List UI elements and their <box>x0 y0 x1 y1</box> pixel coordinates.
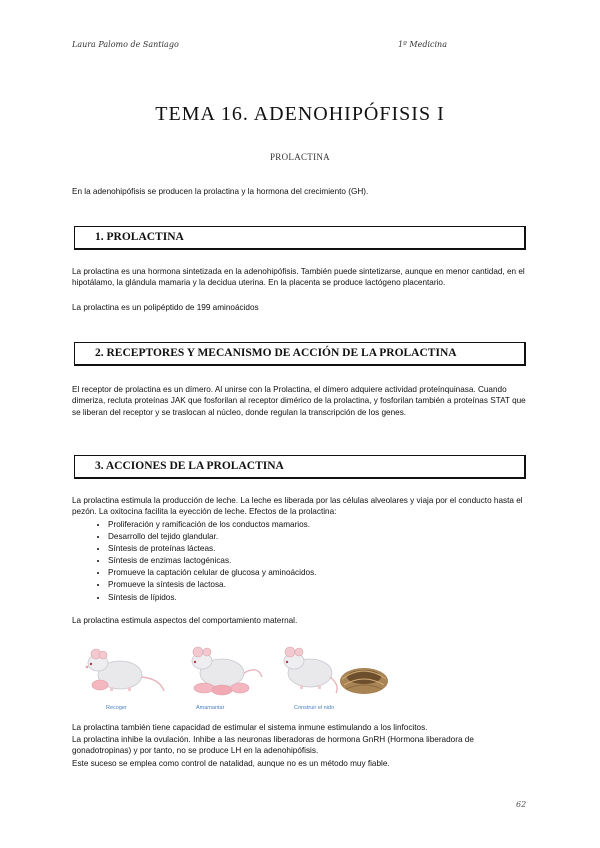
section-heading-3: 3. ACCIONES DE LA PROLACTINA <box>74 455 526 479</box>
list-item: • Síntesis de enzimas lactogénicas. <box>108 555 528 567</box>
list-item: • Síntesis de lípidos. <box>108 592 528 604</box>
mice-illustration <box>72 633 392 705</box>
caption-amamantar: Amamantar <box>196 705 225 711</box>
section-3-paragraph: La prolactina estimula la producción de leche. La leche es liberada por las células alveolares y viaja por el conducto hasta el pezón. La oxitocina facilita la eyección de leche. Efectos de la prolactina: <box>72 496 523 517</box>
mouse-nest-building-icon <box>284 647 337 693</box>
caption-recoger: Recoger <box>106 705 127 711</box>
prolactin-effects-list <box>72 519 528 604</box>
mouse-nursing-icon <box>192 647 262 695</box>
header-course: 1º Medicina <box>398 40 447 49</box>
section-2-paragraph: El receptor de prolactina es un dímero. Al unirse con la Prolactina, el dímero adquiere actividad proteínquinasa. Cuando dimeriza, recluta proteínas JAK que fosforilan al receptor dimérico de la prolactina, y fosforilan también a proteínas STAT que se liberan del receptor y se traslocan al núcleo, donde regulan la transcripción de los genes. <box>72 385 526 417</box>
caption-construir-nido: Construir el nido <box>294 705 335 711</box>
section-1-paragraph-2: La prolactina es un polipéptido de 199 aminoácidos <box>72 303 259 312</box>
list-item: • Desarrollo del tejido glandular. <box>108 531 528 543</box>
closing-paragraph-3: Este suceso se emplea como control de natalidad, aunque no es un método muy fiable. <box>72 759 390 768</box>
section-heading-2: 2. RECEPTORES Y MECANISMO DE ACCIÓN DE LA PROLACTINA <box>74 342 526 366</box>
page-subtitle: PROLACTINA <box>269 152 330 162</box>
page-number: 62 <box>516 800 527 809</box>
maternal-behavior-paragraph: La prolactina estimula aspectos del comportamiento maternal. <box>72 616 298 625</box>
maternal-behavior-figure <box>72 633 392 713</box>
list-item: • Proliferación y ramificación de los conductos mamarios. <box>108 519 528 531</box>
intro-paragraph: En la adenohipófisis se producen la prolactina y la hormona del crecimiento (GH). <box>72 187 369 196</box>
closing-paragraph-2: La prolactina inhibe la ovulación. Inhibe a las neuronas liberadoras de hormona GnRH (Hormona liberadora de gonadotropinas) y por tanto, no se produce LH en la adenohipófisis. <box>72 735 474 756</box>
closing-paragraph-1: La prolactina también tiene capacidad de estimular el sistema inmune estimulando a los linfocitos. <box>72 723 428 732</box>
section-heading-1: 1. PROLACTINA <box>74 226 526 250</box>
list-item: • Promueve la captación celular de glucosa y aminoácidos. <box>108 567 528 579</box>
section-1-paragraph-1: La prolactina es una hormona sintetizada en la adenohipófisis. También puede sintetizarse, aunque en menor cantidad, en el hipotálamo, la glándula mamaria y la decidua uterina. En la placenta se produce lactógeno placentario. <box>72 267 525 288</box>
header-author: Laura Palomo de Santiago <box>72 40 179 49</box>
list-item: • Síntesis de proteínas lácteas. <box>108 543 528 555</box>
page-title: TEMA 16. ADENOHIPÓFISIS I <box>155 103 445 125</box>
list-item: • Promueve la síntesis de lactosa. <box>108 579 528 591</box>
mouse-retrieving-icon <box>86 649 164 691</box>
nest-icon <box>340 668 388 694</box>
